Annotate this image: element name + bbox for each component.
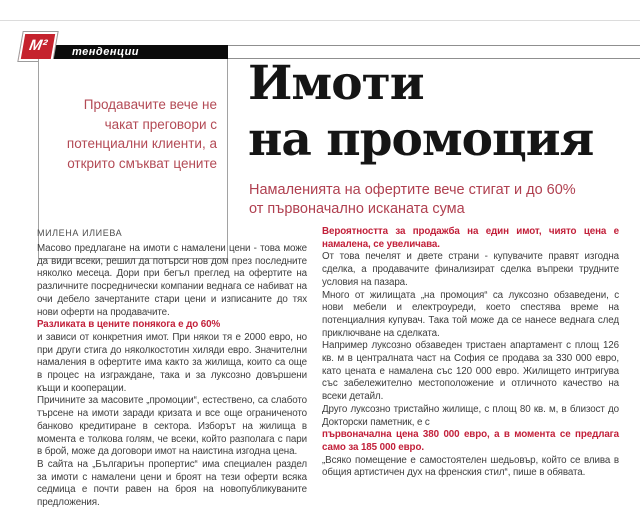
paragraph: Много от жилищата „на промоция“ са луксозно обзаведени, с нови мебели и електроуреди, което спестява време на потенциалния купувач. Така той може да се нанесе веднага след приключване на сделката. — [322, 289, 619, 339]
top-rule — [0, 20, 640, 21]
paragraph: и зависи от конкретния имот. При някои тя е 2000 евро, но при други стига до няколкостотин хиляди евро. Значителни намаления в офертите има както за жилища, които са още в процес на изграждане, така и за луксозно довършени къщи и кооперации. — [37, 331, 307, 394]
paragraph: Например луксозно обзаведен тристаен апартамент с площ 126 кв. м в централната част на София се продава за 330 000 евро, като цената е намалена със 120 000 евро. Жилището интригува със забележително местоположение и отличното качество на всеки детайл. — [322, 340, 619, 403]
m2-magazine-logo — [18, 32, 57, 61]
headline-line1: Имоти — [248, 56, 424, 111]
section-bar — [38, 45, 228, 59]
paragraph: Друго луксозно тристайно жилище, с площ 80 кв. м, в близост до Докторски паметник, е с — [322, 403, 619, 428]
standfirst-text: Продавачите вече не чакат преговори с потенциални клиенти, а открито смъкват цените — [66, 97, 217, 171]
inline-subhead: Вероятността за продажба на един имот, чиято цена е намалена, се увеличава. — [322, 226, 619, 250]
paragraph: От това печелят и двете страни - купувачите правят изгодна сделка, а продавачите финализират сделка въпреки трудните условия на пазара. — [322, 251, 619, 288]
subheadline: Намаленията на офертите вече стигат и до 60% от първоначално исканата сума — [249, 182, 576, 217]
paragraph: В сайта на „Българиън пропертис“ има специален раздел за имоти с намалени цени и броят на тези оферти всяка седмица е почти равен на броя на новопубликуваните предложения. — [37, 458, 307, 509]
inline-subhead: Разликата в цените понякога е до 60% — [37, 319, 221, 331]
paragraph: Причините за масовите „промоции“, естествено, са слабото търсене на имоти заради кризата и все още ограниченото банково кредитиране в сектора. Изборът на жилища в момента е толкова голям, че всеки, който разполага с пари в брой, може да договори имот на наистина изгодна цена. — [37, 395, 307, 458]
m2-logo-text: M² — [27, 37, 49, 54]
section-label: тенденции — [72, 46, 140, 58]
byline: МИЛЕНА ИЛИЕВА — [37, 228, 123, 238]
headline-line2: на промоция — [248, 112, 594, 167]
paragraph: „Всяко помещение е самостоятелен шедьовър, който се влива в общия артистичен дух на френския стил“, пише в обявата. — [322, 454, 619, 479]
inline-subhead: първоначална цена 380 000 евро, а в момента се предлага само за 185 000 евро. — [322, 429, 619, 453]
article-column-right — [322, 226, 619, 480]
headline — [248, 56, 593, 168]
paragraph: Масово предлагане на имоти с намалени цени - това може да види всеки, решил да потърси нов дом през последните няколко месеца. Дори при бегъл преглед на офертите на различните посреднически компании веднага се набиват на очи дебело зачертаните стари цени и изписаните до тях нови оферти на продавачите. — [37, 243, 307, 318]
article-column-left — [37, 243, 307, 510]
